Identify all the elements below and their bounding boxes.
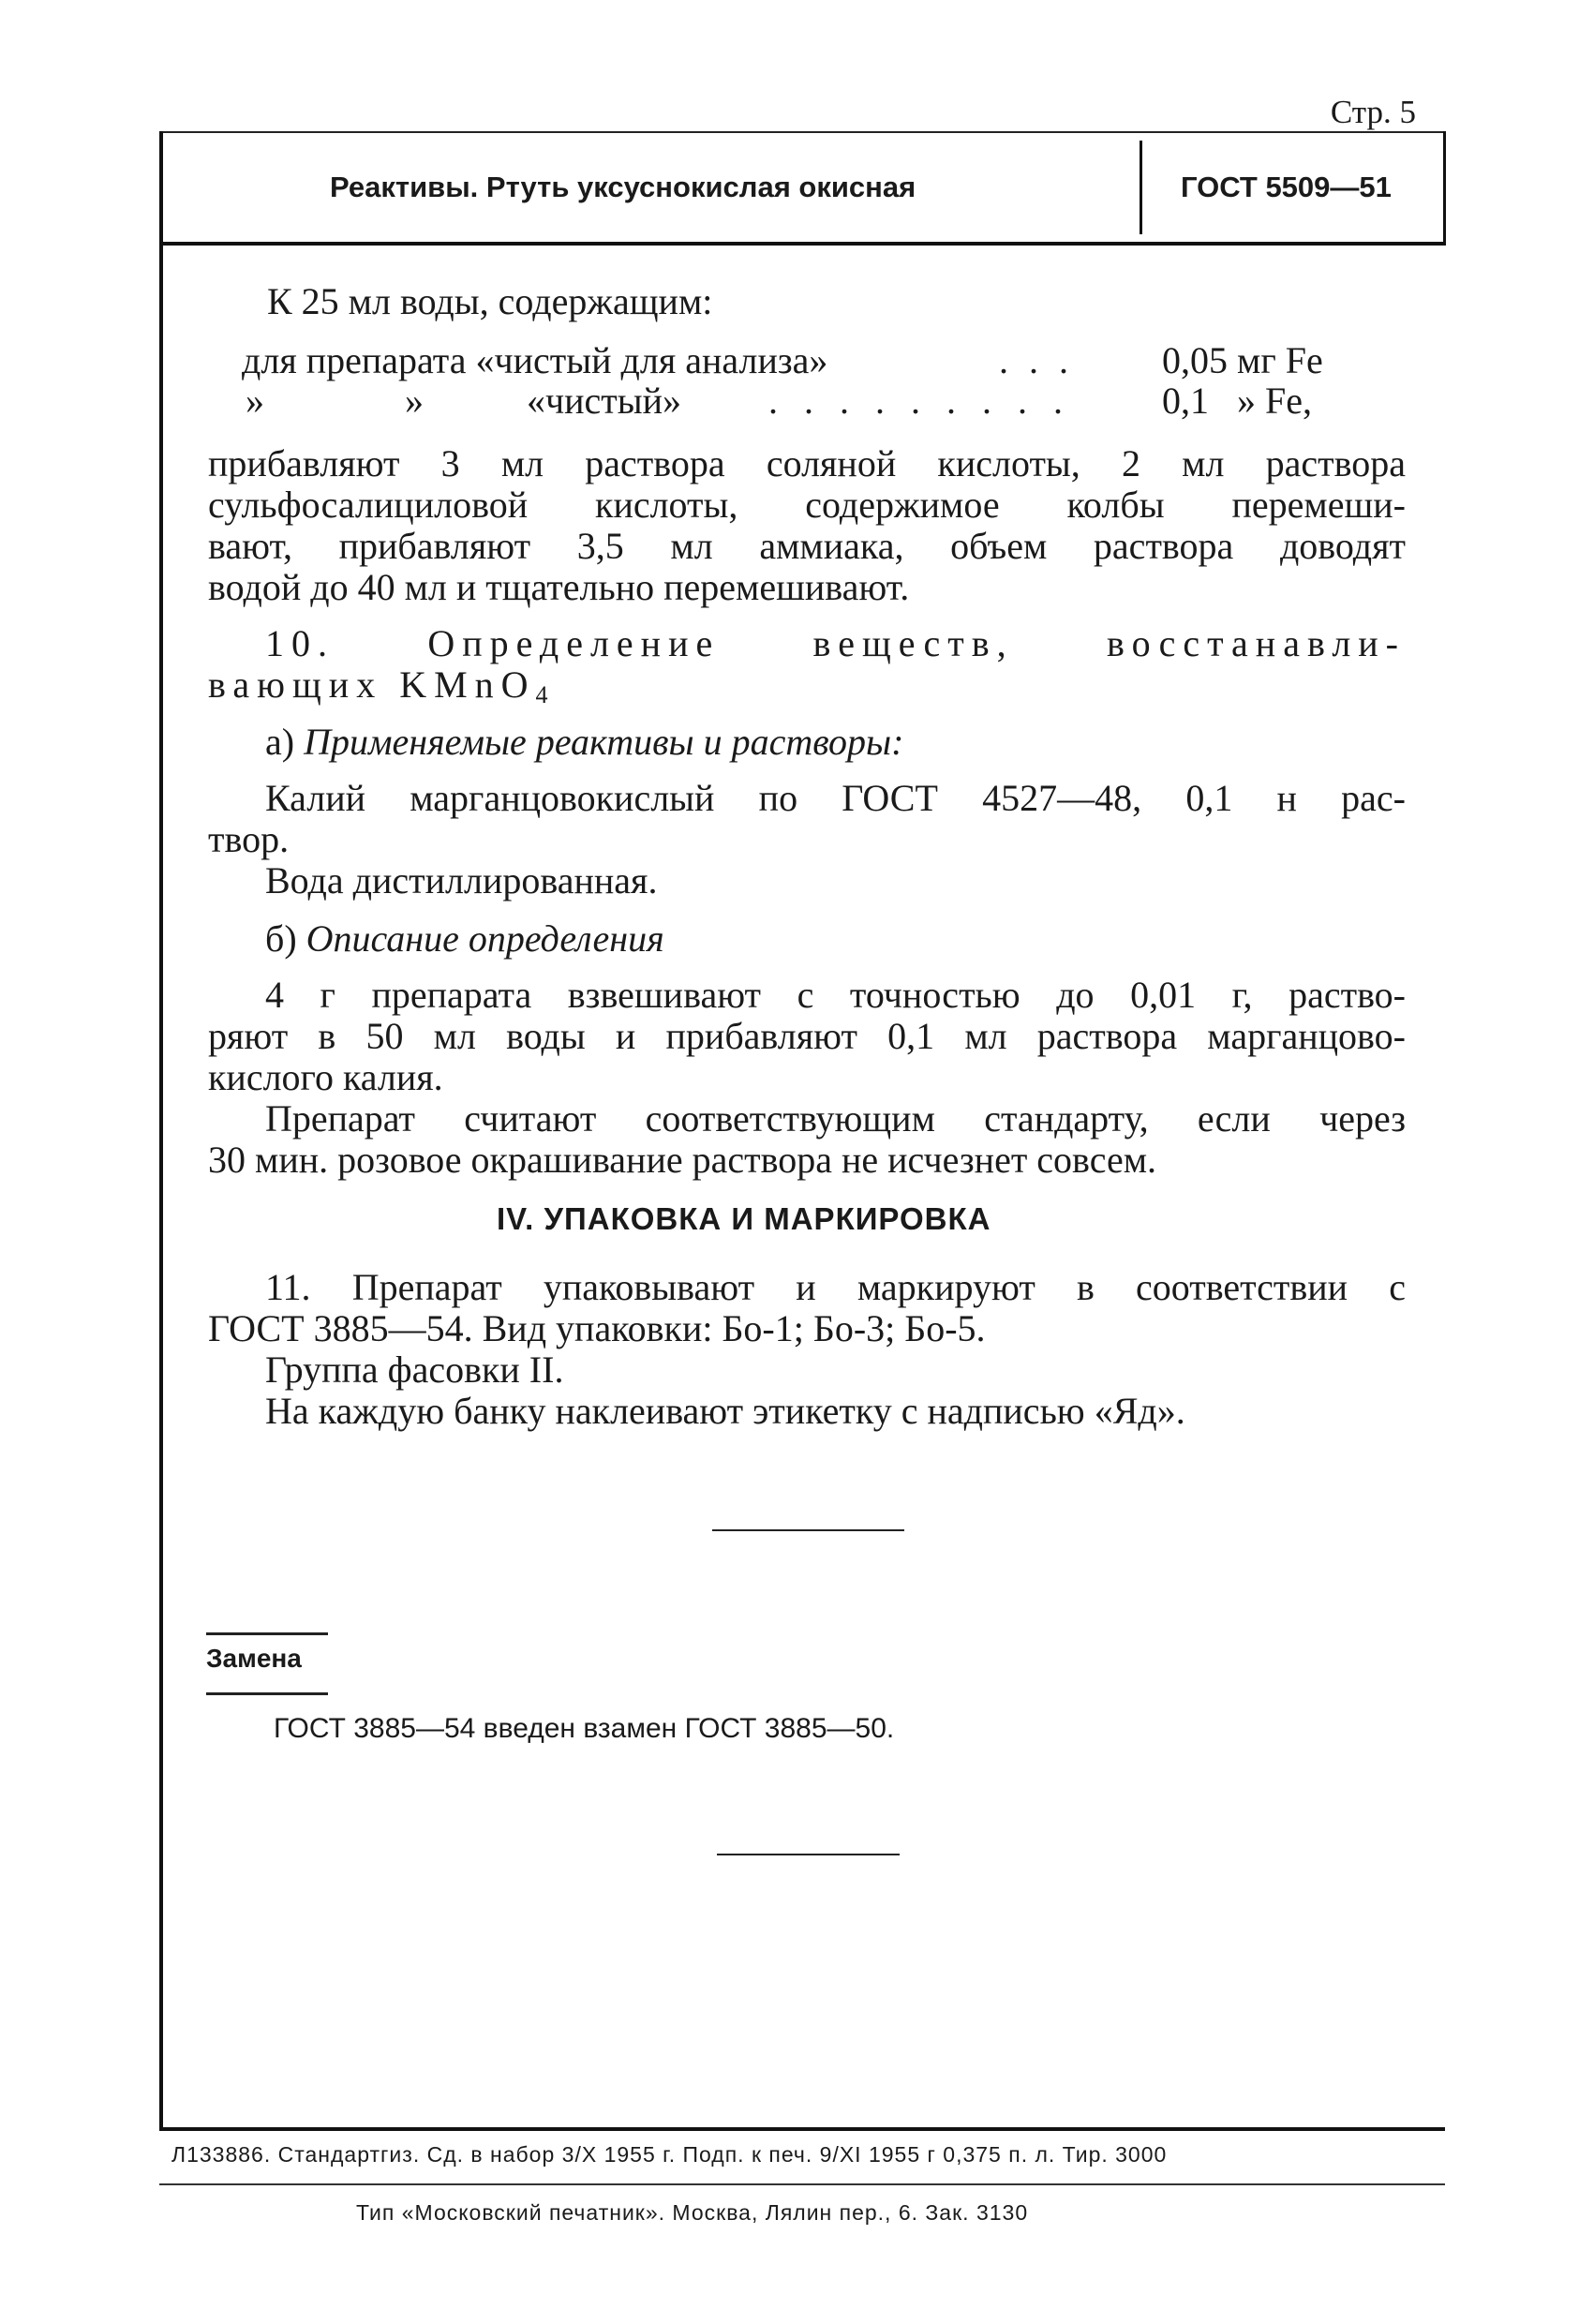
separator-rule-1 <box>712 1529 904 1531</box>
reagent-1-line1: Калий марганцовокислый по ГОСТ 4527—48, 0,1 н рас- <box>265 777 1406 819</box>
reagent-1-line2: твор. <box>208 818 290 860</box>
para1-line4: водой до 40 мл и тщательно перемешивают. <box>208 566 910 608</box>
para2-line2: ряют в 50 мл воды и прибавляют 0,1 мл раствора марганцово- <box>208 1015 1406 1057</box>
header-title: Реактивы. Ртуть уксуснокислая окисная <box>330 171 916 203</box>
footer-rule-2 <box>159 2183 1445 2185</box>
imprint-line-2: Тип «Московский печатник». Москва, Лялин пер., 6. Зак. 3130 <box>356 2200 1029 2225</box>
row1-dots: . . . <box>999 339 1074 381</box>
subsection-b-heading: б) Описание определения <box>265 917 664 960</box>
para2-line1: 4 г препарата взвешивают с точностью до 0,01 г, раство- <box>265 974 1406 1016</box>
subsection-a-heading: а) Применяемые реактивы и растворы: <box>265 721 904 763</box>
reagent-2: Вода дистиллированная. <box>265 859 658 901</box>
para5: Группа фасовки II. <box>265 1348 564 1391</box>
para6: На каждую банку наклеивают этикетку с надписью «Яд». <box>265 1390 1185 1432</box>
replacement-label: Замена <box>206 1644 302 1673</box>
frame-top-rule <box>162 131 1446 133</box>
row2-dots: . . . . . . . . . <box>768 380 1071 422</box>
replacement-rule-bottom <box>206 1692 328 1695</box>
page-number: Стр. 5 <box>1330 94 1416 130</box>
para2-line3: кислого калия. <box>208 1056 443 1098</box>
frame-left-rule <box>159 131 163 2129</box>
row1-value: 0,05 мг Fe <box>1162 339 1323 381</box>
replacement-text: ГОСТ 3885—54 введен взамен ГОСТ 3885—50. <box>274 1713 895 1744</box>
item10-heading-line1: 10. Определение веществ, восстанавли- <box>265 622 1406 664</box>
replacement-rule-top <box>206 1632 328 1635</box>
header-gost-number: ГОСТ 5509—51 <box>1181 171 1392 203</box>
para4-line2: ГОСТ 3885—54. Вид упаковки: Бо-1; Бо-3; Бо-5. <box>208 1307 986 1349</box>
header-bottom-rule <box>162 242 1446 246</box>
section-4-title: IV. УПАКОВКА И МАРКИРОВКА <box>497 1201 991 1236</box>
header-separator <box>1140 141 1142 234</box>
para1-line2: сульфосалициловой кислоты, содержимое колбы перемеши- <box>208 484 1406 526</box>
row1-label: для препарата «чистый для анализа» <box>242 339 828 381</box>
item10-heading-line2: вающих KMnO$_4$ <box>208 663 548 708</box>
para3-line2: 30 мин. розовое окрашивание раствора не исчезнет совсем. <box>208 1139 1157 1181</box>
para1-line3: вают, прибавляют 3,5 мл аммиака, объем раствора доводят <box>208 525 1406 567</box>
para3-line1: Препарат считают соответствующим стандарту, если через <box>265 1097 1406 1140</box>
row2-label: «чистый» <box>527 380 682 422</box>
row2-ditto-2: » <box>405 380 424 422</box>
footer-rule <box>159 2127 1445 2131</box>
para4-line1: 11. Препарат упаковывают и маркируют в соответствии с <box>265 1266 1406 1308</box>
imprint-line-1: Л133886. Стандартгиз. Сд. в набор 3/X 1955 г. Подп. к печ. 9/XI 1955 г 0,375 п. л. Тир. 3000 <box>171 2142 1168 2167</box>
row2-ditto-1: » <box>246 380 264 422</box>
intro-line: К 25 мл воды, содержащим: <box>267 280 713 322</box>
row2-value: 0,1 » Fe, <box>1162 380 1312 422</box>
frame-right-rule <box>1443 131 1446 246</box>
para1-line1: прибавляют 3 мл раствора соляной кислоты, 2 мл раствора <box>208 442 1406 484</box>
separator-rule-2 <box>717 1854 900 1855</box>
